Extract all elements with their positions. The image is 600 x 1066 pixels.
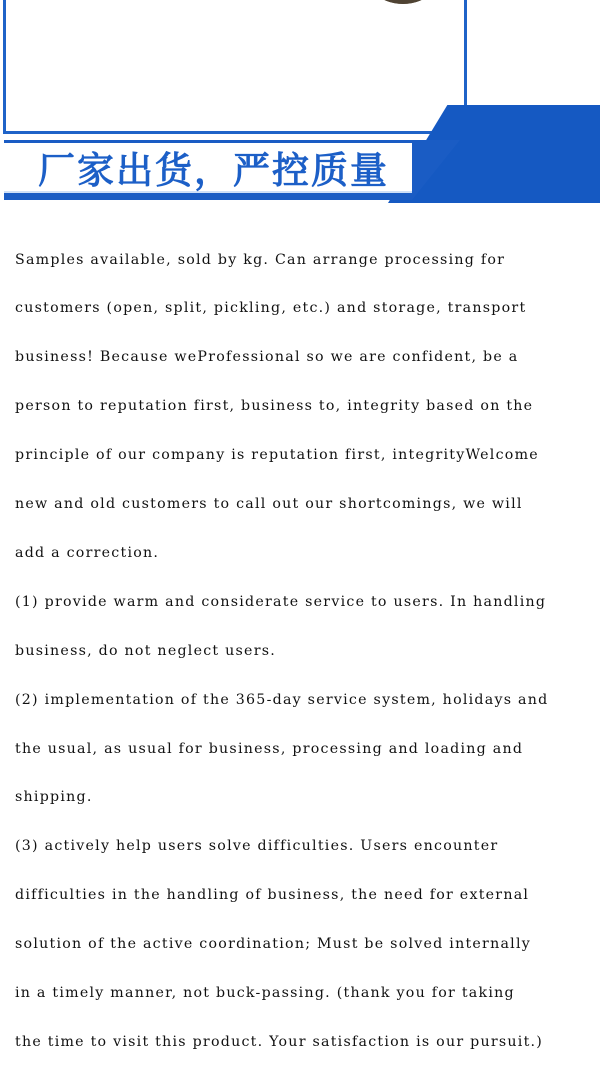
section-title: 厂家出货，严控质量 [38, 149, 389, 192]
description-line: new and old customers to call out our shortcomings, we will [15, 496, 523, 513]
section-title-banner [4, 143, 412, 191]
description-line: solution of the active coordination; Must be solved internally [15, 936, 532, 953]
description-line: (1) provide warm and considerate service to users. In handling [15, 593, 547, 610]
description-line: in a timely manner, not buck-passing. (thank you for taking [15, 984, 515, 1001]
description-line: customers (open, split, pickling, etc.) and storage, transport [15, 300, 527, 317]
product-photo-frame [3, 0, 467, 134]
description-line: business! Because weProfessional so we are confident, be a [15, 349, 519, 366]
description-line: the usual, as usual for business, processing and loading and [15, 740, 524, 757]
description-line: business, do not neglect users. [15, 642, 277, 659]
description-line: the time to visit this product. Your satisfaction is our pursuit.) [15, 1033, 544, 1050]
metal-coil-image-right [358, 0, 448, 4]
description-line: (3) actively help users solve difficulties. Users encounter [15, 838, 499, 855]
description-line: add a correction. [15, 544, 160, 561]
description-line: difficulties in the handling of business, the need for external [15, 887, 530, 904]
description-line: shipping. [15, 789, 93, 806]
product-description [15, 219, 595, 1066]
description-line: (2) implementation of the 365-day service system, holidays and [15, 691, 549, 708]
description-line: Samples available, sold by kg. Can arrange processing for [15, 251, 506, 268]
description-line: principle of our company is reputation first, integrityWelcome [15, 447, 539, 464]
description-line: person to reputation first, business to, integrity based on the [15, 398, 534, 415]
